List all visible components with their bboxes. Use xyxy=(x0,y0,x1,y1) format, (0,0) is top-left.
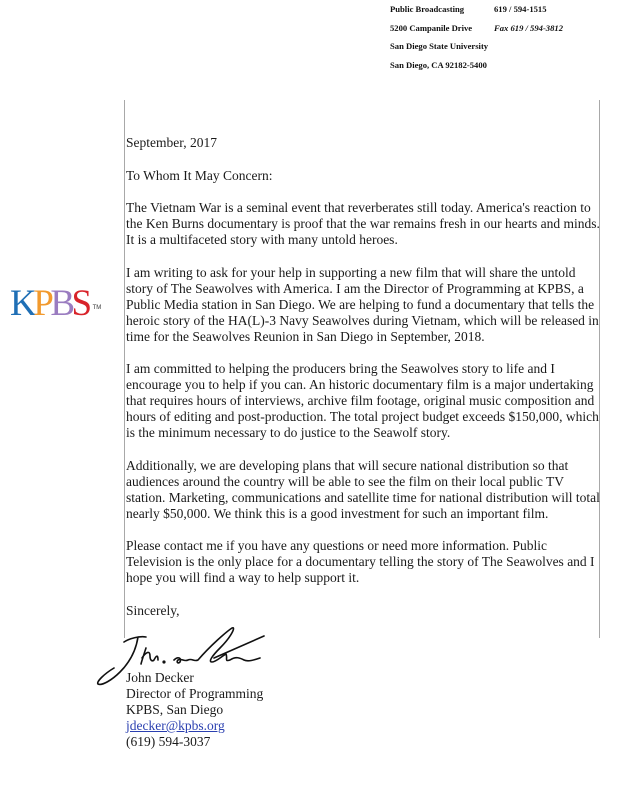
letter-paragraph: Please contact me if you have any questions or need more information. Public Television is the only place for a documentary telling the story of The Seawolves and I hope you will find a way to help support it. xyxy=(126,538,595,585)
logo-letter-s: S xyxy=(71,283,89,324)
letterhead-row-1 xyxy=(390,0,547,19)
letterhead-row-2 xyxy=(390,19,563,38)
letterhead xyxy=(390,0,563,74)
letter-body xyxy=(126,135,600,635)
signer-phone: (619) 594-3037 xyxy=(126,734,211,749)
letter-paragraph: I am writing to ask for your help in supporting a new film that will share the untold story of The Seawolves with America. I am the Director of Programming at KPBS, a Public Media station in San Diego. We are helping to fund a documentary that tells the heroic story of the HA(L)-3 Navy Seawolves during Vietnam, which will be released in time for the Seawolves Reunion in San Diego in September, 2018. xyxy=(126,264,599,344)
signer-name: John Decker xyxy=(126,670,194,685)
kpbs-logo xyxy=(10,283,102,324)
signer-organization: KPBS, San Diego xyxy=(126,702,224,717)
letter-paragraph: I am committed to helping the producers bring the Seawolves story to life and I encourage you to help if you can. An historic documentary film is a major undertaking that requires hours of interviews, archive film footage, original music composition and hours of editing and post-production. The total project budget exceeds $150,000, which is the minimum necessary to do justice to the Seawolf story. xyxy=(126,361,599,440)
logo-letter-b: B xyxy=(50,283,72,324)
letterhead-org: Public Broadcasting xyxy=(390,4,465,14)
logo-letter-p: P xyxy=(33,283,51,324)
letter-paragraph: Additionally, we are developing plans that will secure national distribution so that audiences around the country will be able to see the film on their local public TV station. Marketing, communications and satellite time for national distribution will total nearly $50,000. We think this is a good investment for such an important film. xyxy=(126,457,600,521)
signer-email-link[interactable]: jdecker@kpbs.org xyxy=(126,718,225,733)
letter-date: September, 2017 xyxy=(126,135,217,150)
letterhead-row-3 xyxy=(390,37,488,56)
letter-salutation: To Whom It May Concern: xyxy=(126,167,273,183)
signature-block xyxy=(126,670,263,750)
letterhead-phone: 619 / 594-1515 xyxy=(494,4,547,14)
trademark-mark: TM xyxy=(92,305,102,311)
letterhead-university: San Diego State University xyxy=(390,41,489,51)
letter-paragraph: The Vietnam War is a seminal event that reverberates still today. America's reaction to the Ken Burns documentary is proof that the war remains fresh in our hearts and minds. It is a multifaceted story with many untold heroes. xyxy=(126,200,600,247)
left-margin-rule xyxy=(124,100,125,638)
letterhead-street: 5200 Campanile Drive xyxy=(390,22,473,33)
letter-closing: Sincerely, xyxy=(126,602,180,618)
signer-title: Director of Programming xyxy=(126,686,264,701)
letterhead-city: San Diego, CA 92182-5400 xyxy=(390,59,487,70)
letterhead-row-4 xyxy=(390,56,488,75)
logo-letter-k: K xyxy=(10,283,34,324)
letterhead-fax: Fax 619 / 594-3812 xyxy=(494,22,563,33)
